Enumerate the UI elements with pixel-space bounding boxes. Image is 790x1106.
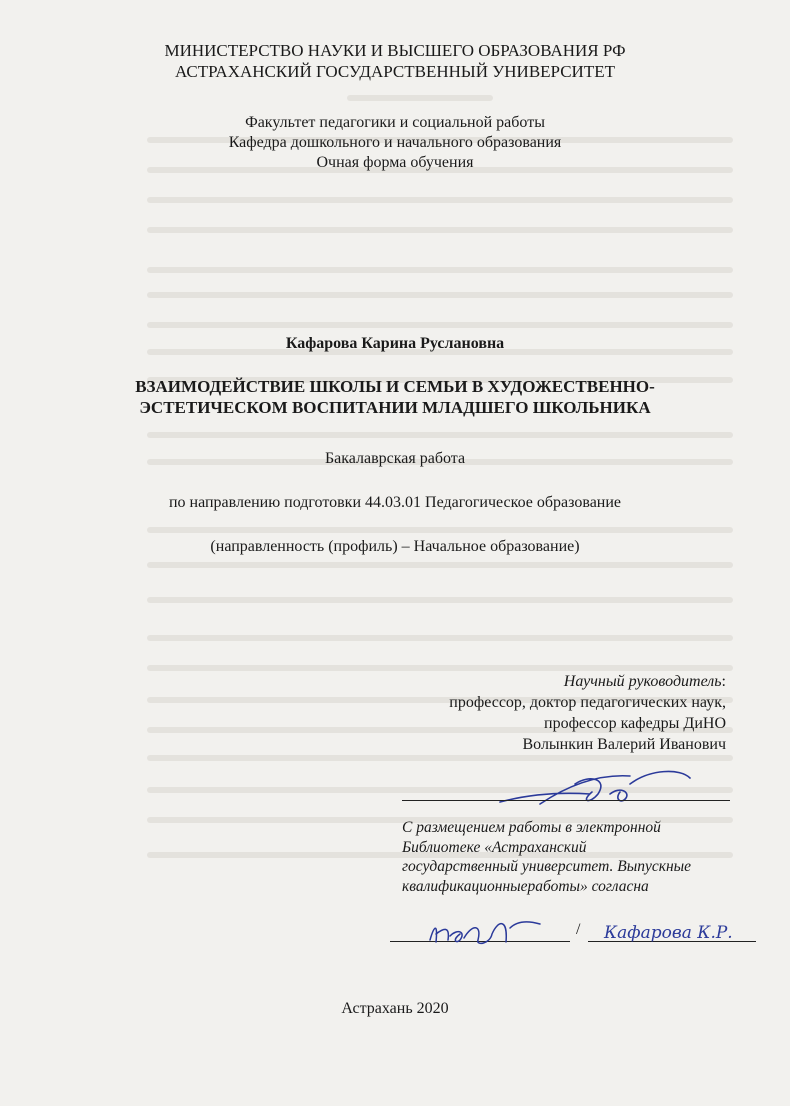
consent-line-3: государственный университет. Выпускные bbox=[402, 858, 692, 875]
supervisor-position: профессор кафедры ДиНО bbox=[544, 715, 726, 732]
university-name: АСТРАХАНСКИЙ ГОСУДАРСТВЕННЫЙ УНИВЕРСИТЕТ bbox=[175, 62, 615, 81]
faculty-block bbox=[0, 113, 790, 173]
bleed-through-texture bbox=[130, 80, 750, 880]
institution-header bbox=[0, 40, 790, 82]
thesis-title-line-2: ЭСТЕТИЧЕСКОМ ВОСПИТАНИИ МЛАДШЕГО ШКОЛЬНИКА bbox=[139, 398, 651, 417]
author-name: Кафарова Карина Руслановна bbox=[285, 335, 505, 352]
faculty-name: Факультет педагогики и социальной работы bbox=[245, 114, 545, 131]
study-direction: по направлению подготовки 44.03.01 Педагогическое образование bbox=[168, 494, 622, 511]
student-signature bbox=[420, 914, 560, 950]
consent-line-4: квалификационныеработы» согласна bbox=[402, 877, 649, 895]
study-profile: (направленность (профиль) – Начальное образование) bbox=[210, 538, 580, 555]
signature-separator: / bbox=[576, 921, 581, 938]
supervisor-label-line bbox=[266, 671, 726, 692]
thesis-title-line-1: ВЗАИМОДЕЙСТВИЕ ШКОЛЫ И СЕМЬИ В ХУДОЖЕСТВЕННО- bbox=[135, 377, 655, 396]
supervisor-name: Волынкин Валерий Иванович bbox=[522, 736, 726, 753]
student-handwritten-name-text: Кафарова К.Р. bbox=[604, 923, 733, 943]
department-name: Кафедра дошкольного и начального образования bbox=[228, 134, 562, 151]
work-type: Бакалаврская работа bbox=[324, 450, 466, 467]
supervisor-label: Научный руководитель bbox=[563, 673, 722, 690]
supervisor-label-colon: : bbox=[721, 673, 726, 690]
consent-line-2: Библиотеке «Астраханский bbox=[402, 838, 587, 856]
thesis-title bbox=[0, 376, 790, 418]
consent-line-1: С размещением работы в электронной bbox=[402, 819, 661, 836]
consent-block bbox=[402, 818, 732, 896]
study-form: Очная форма обучения bbox=[316, 154, 474, 171]
supervisor-signature-line bbox=[402, 800, 730, 801]
city-year: Астрахань 2020 bbox=[341, 1000, 449, 1017]
ministry-name: МИНИСТЕРСТВО НАУКИ И ВЫСШЕГО ОБРАЗОВАНИЯ РФ bbox=[164, 41, 626, 60]
supervisor-degree: профессор, доктор педагогических наук, bbox=[449, 694, 726, 711]
student-handwritten-name bbox=[600, 914, 760, 950]
supervisor-signature bbox=[480, 764, 700, 814]
supervisor-block bbox=[266, 671, 726, 755]
